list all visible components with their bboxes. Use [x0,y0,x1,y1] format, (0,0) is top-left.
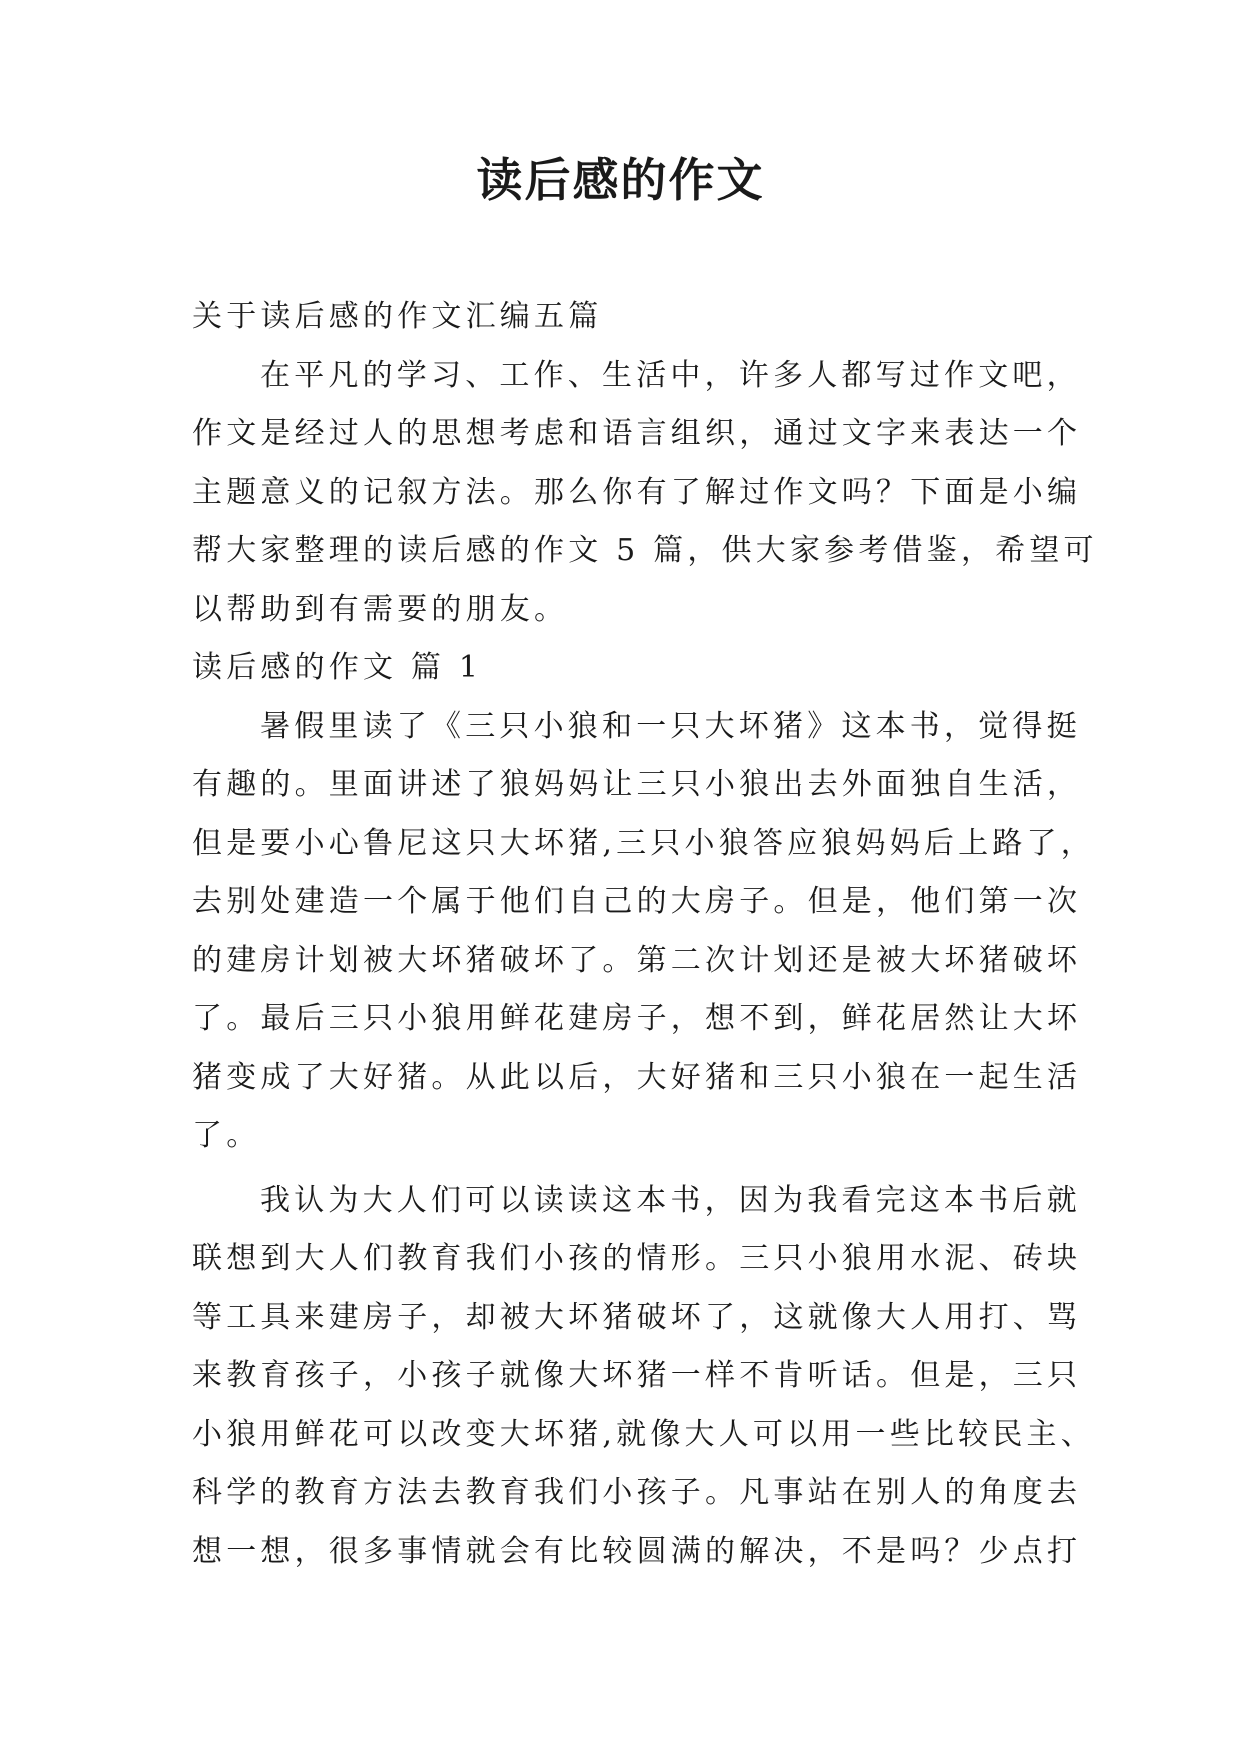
intro-line-4: 帮大家整理的读后感的作文 5 篇，供大家参考借鉴，希望可 [192,533,1098,568]
intro-line-3: 主题意义的记叙方法。那么你有了解过作文吗？下面是小编 [192,474,1082,510]
paragraph1-line-4: 去别处建造一个属于他们自己的大房子。但是，他们第一次 [192,884,1082,919]
paragraph2-line-6: 科学的教育方法去教育我们小孩子。凡事站在别人的角度去 [192,1475,1082,1510]
paragraph1-line-5: 的建房计划被大坏猪破坏了。第二次计划还是被大坏猪破坏 [192,942,1082,978]
paragraph1-line-6: 了。最后三只小狼用鲜花建房子，想不到，鲜花居然让大坏 [192,1001,1082,1036]
section-heading: 读后感的作文 篇 1 [192,650,483,685]
paragraph1-line-1: 暑假里读了《三只小狼和一只大坏猪》这本书，觉得挺 [260,708,1081,744]
paragraph1-line-3: 但是要小心鲁尼这只大坏猪,三只小狼答应狼妈妈后上路了， [192,825,1095,861]
paragraph2-line-4: 来教育孩子，小孩子就像大坏猪一样不肯听话。但是，三只 [192,1358,1082,1393]
intro-line-1: 在平凡的学习、工作、生活中，许多人都写过作文吧， [260,357,1081,393]
paragraph2-line-5: 小狼用鲜花可以改变大坏猪,就像大人可以用一些比较民主、 [192,1416,1095,1452]
intro-line-2: 作文是经过人的思想考虑和语言组织，通过文字来表达一个 [192,416,1082,451]
paragraph1-line-7: 猪变成了大好猪。从此以后，大好猪和三只小狼在一起生活 [192,1059,1082,1095]
paragraph2-line-2: 联想到大人们教育我们小孩的情形。三只小狼用水泥、砖块 [192,1241,1082,1276]
paragraph1-line-8: 了。 [192,1118,261,1153]
subtitle-line: 关于读后感的作文汇编五篇 [192,299,603,334]
paragraph2-line-7: 想一想，很多事情就会有比较圆满的解决，不是吗？少点打 [192,1533,1082,1569]
paragraph2-line-3: 等工具来建房子，却被大坏猪破坏了，这就像大人用打、骂 [192,1299,1082,1335]
paragraph2-line-1: 我认为大人们可以读读这本书，因为我看完这本书后就 [260,1182,1081,1218]
paragraph1-line-2: 有趣的。里面讲述了狼妈妈让三只小狼出去外面独自生活， [192,767,1082,802]
document-body [192,288,1098,1581]
intro-line-5: 以帮助到有需要的朋友。 [192,591,569,627]
document-title: 读后感的作文 [476,153,765,207]
